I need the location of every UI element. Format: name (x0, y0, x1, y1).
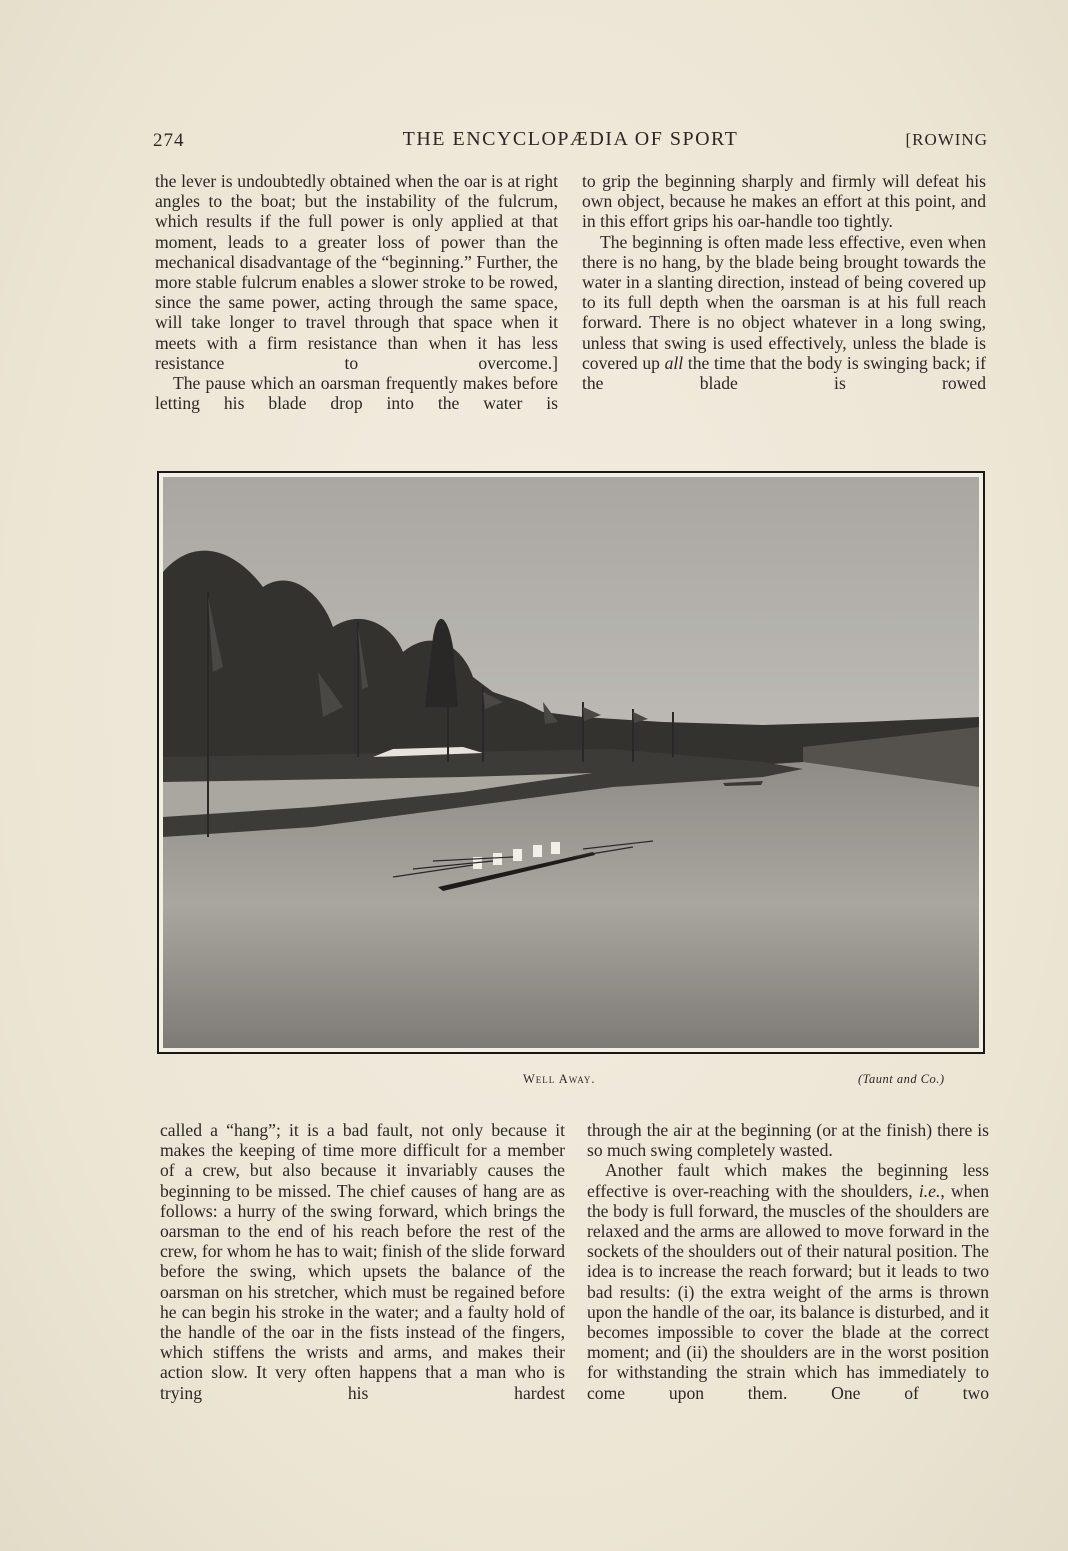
text-run: the time that the body is swinging back; if the blade is rowed (582, 352, 986, 394)
figure-caption: Well Away. (523, 1072, 596, 1086)
text-run: , when the body is full forward, the muscles of the shoulders are relaxed and the arms are allowed to move forward in the sockets of the shoulders out of their natural position. The idea is to increase the reach forward; but it leads to two bad results: (i) the extra weight of the arms is thrown upon the handle of the oar, its balance is disturbed, and it becomes impossible to cover the blade at the correct moment; and (ii) the shoulders are in the worst position for withstanding the strain which has immediately to come upon them. One of two (587, 1180, 990, 1403)
book-title: THE ENCYCLOPÆDIA OF SPORT (402, 128, 739, 150)
running-header (153, 128, 988, 154)
column-top-left (155, 171, 558, 413)
section-name: [ROWING (905, 130, 988, 149)
text-run: Another fault which makes the beginning less effective is over-reaching with the shoulders, (587, 1160, 989, 1201)
column-bottom-left (160, 1120, 565, 1403)
paragraph: the lever is undoubtedly obtained when the oar is at right angles to the boat; but the instability of the fulcrum, which results if the full power is only applied at that moment, leads to a greater loss of power than the mechanical disadvantage of the “beginning.” Further, the more stable fulcrum enables a slower stroke to be rowed, since the same power, acting through the same space, will take longer to travel through that space when it meets with a firm resistance than when it has less resistance to overcome.] (155, 171, 558, 373)
paragraph: through the air at the beginning (or at the finish) there is so much swing completely wasted. (587, 1120, 989, 1161)
emphasis: i.e. (918, 1180, 941, 1201)
text-run: The beginning is often made less effective, even when there is no hang, by the blade being brought towards the water in a slanting direction, instead of being covered up to its full depth when the oarsman is at his full reach forward. There is no object whatever in a long swing, unless that swing is used effectively, unless the blade is covered up (582, 231, 986, 373)
paragraph: to grip the beginning sharply and firmly will defeat his own object, because he makes an effort at this point, and in this effort grips his oar-handle too tightly. (582, 171, 986, 232)
rowing-photograph (157, 471, 985, 1054)
paragraph (587, 1160, 989, 1402)
column-top-right (582, 171, 986, 393)
photo-image (163, 477, 979, 1048)
page-number: 274 (153, 130, 185, 151)
column-bottom-right (587, 1120, 989, 1403)
emphasis: all (664, 352, 684, 373)
paragraph: called a “hang”; it is a bad fault, not only because it makes the keeping of time more difficult for a member of a crew, but also because it invariably causes the beginning to be missed. The chief causes of hang are as follows: a hurry of the swing forward, which brings the oarsman to the end of his reach before the rest of the crew, for whom he has to wait; finish of the slide forward before the swing, which upsets the balance of the oarsman on his stretcher, which must be regained before he can begin his stroke in the water; and a faulty hold of the handle of the oar in the fists instead of the fingers, which stiffens the wrists and arms, and makes their action slow. It very often happens that a man who is trying his hardest (160, 1120, 565, 1403)
photo-credit: (Taunt and Co.) (858, 1072, 945, 1086)
paragraph (582, 232, 986, 394)
paragraph: The pause which an oarsman frequently makes before letting his blade drop into the water is (155, 373, 558, 414)
